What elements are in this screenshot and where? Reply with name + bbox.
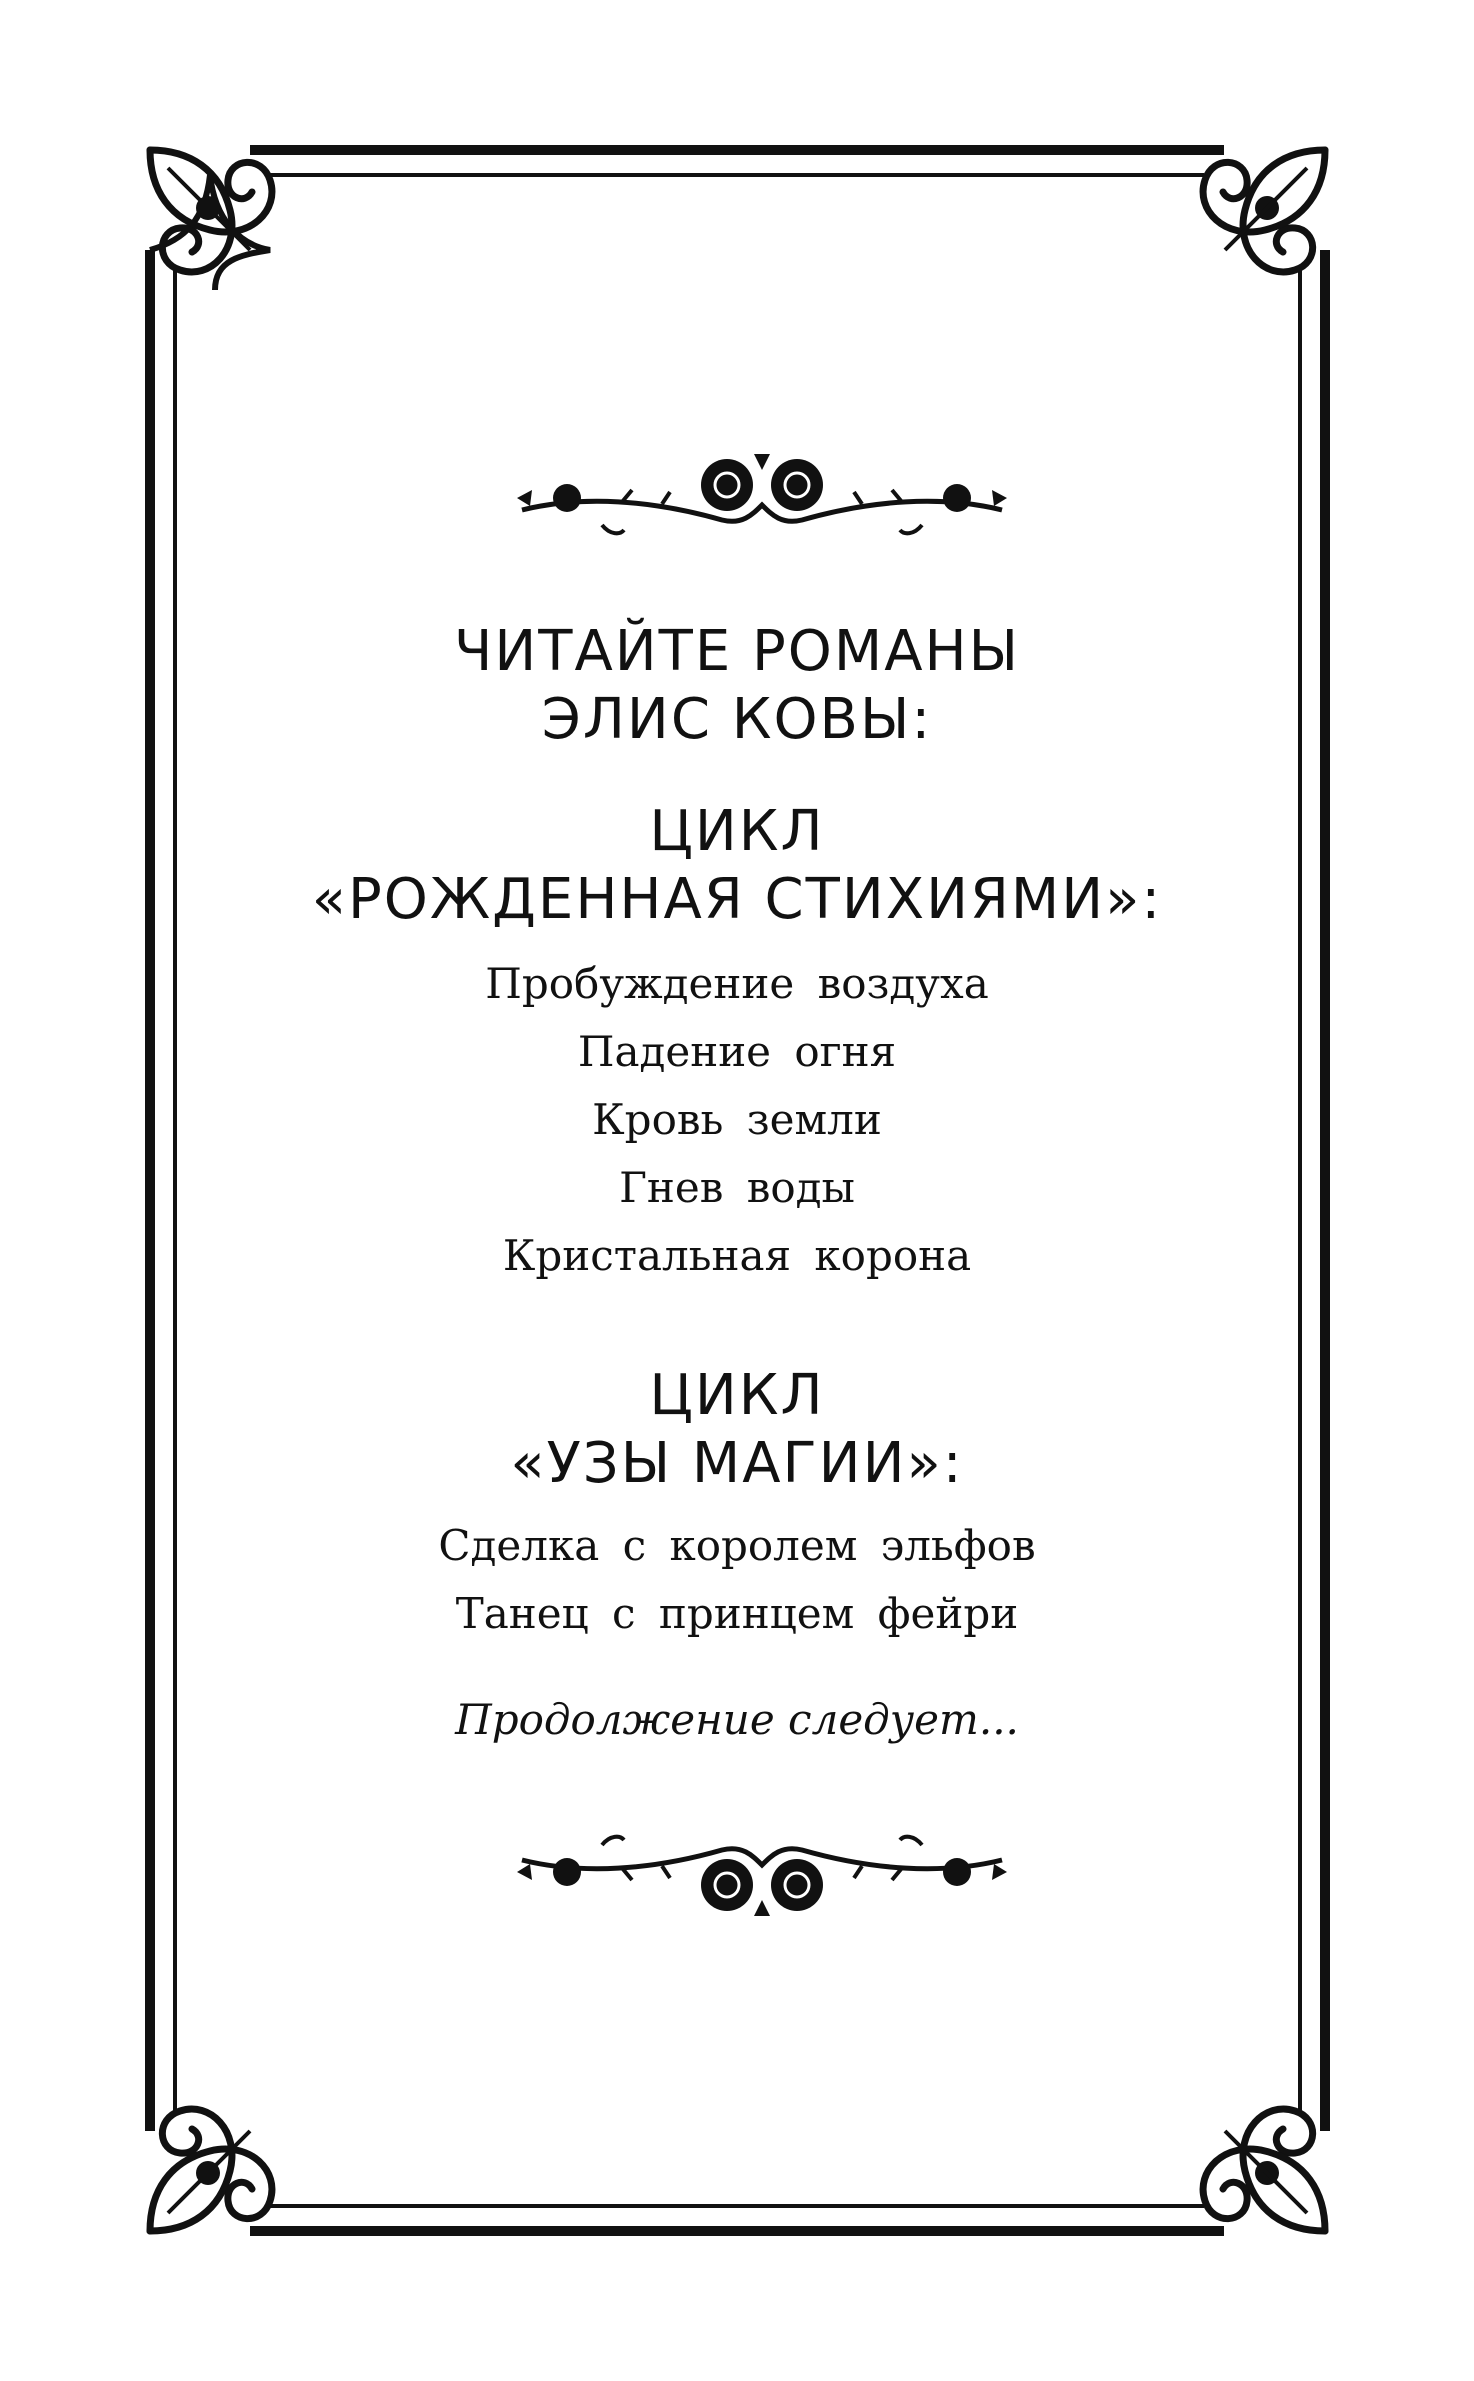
scroll-corner-icon (1203, 150, 1325, 272)
cycle-name: «РОЖДЕННАЯ СТИХИЯМИ»: (311, 867, 1163, 932)
list-item: Кристальная корона (502, 1231, 972, 1280)
cycle-label: ЦИКЛ (649, 799, 825, 864)
cycle-label: ЦИКЛ (649, 1363, 825, 1428)
cycle-1-heading (200, 798, 1274, 934)
list-item: Кровь земли (592, 1095, 882, 1144)
intro-line-1: ЧИТАЙТЕ РОМАНЫ (453, 619, 1021, 684)
scroll-corner-icon (1203, 2109, 1325, 2231)
continued-note (200, 1690, 1274, 1750)
rose-vine-ornament-icon (502, 1820, 1022, 1930)
cycle-1-book-list (200, 950, 1274, 1290)
intro-block (200, 618, 1274, 754)
continued-text: Продолжение следует... (455, 1695, 1019, 1744)
list-item: Пробуждение воздуха (485, 959, 989, 1008)
list-item: Гнев воды (619, 1163, 855, 1212)
scroll-corner-icon (150, 2109, 272, 2231)
intro-line-2: ЭЛИС КОВЫ: (541, 687, 933, 752)
list-item: Сделка с королем эльфов (438, 1521, 1036, 1570)
cycle-2-heading (200, 1362, 1274, 1498)
rose-vine-ornament-icon (502, 440, 1022, 550)
cycle-2-book-list (200, 1512, 1274, 1648)
cycle-name: «УЗЫ МАГИИ»: (510, 1431, 964, 1496)
list-item: Падение огня (577, 1027, 897, 1076)
list-item: Танец с принцем фейри (455, 1589, 1019, 1638)
